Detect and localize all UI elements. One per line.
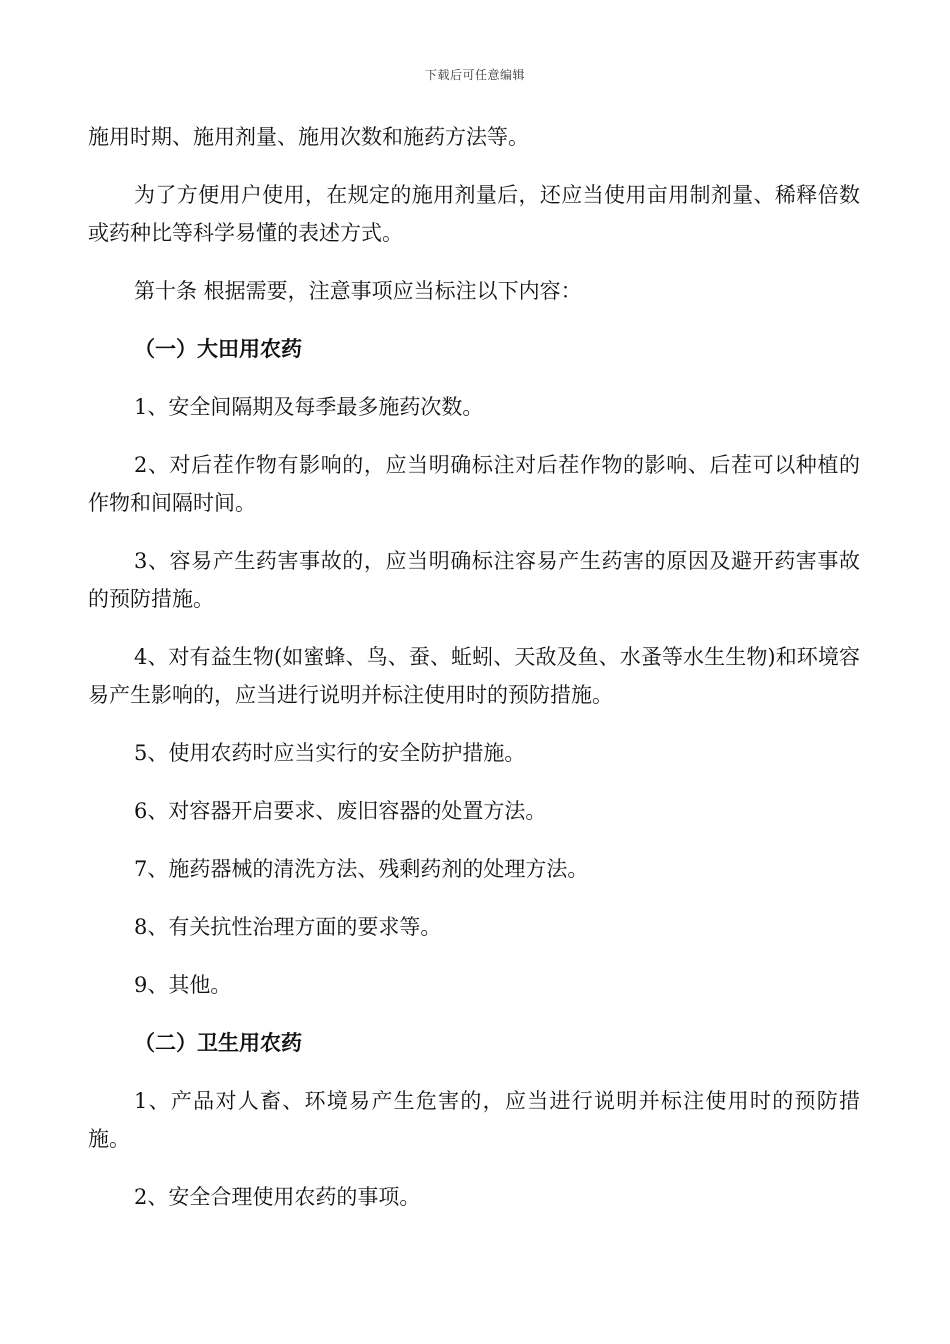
article-ten: 第十条 根据需要，注意事项应当标注以下内容：	[134, 279, 582, 303]
list-item-7: 7、施药器械的清洗方法、残剩药剂的处理方法。	[134, 857, 589, 881]
section-heading-field-pesticides: （一）大田用农药	[134, 337, 302, 361]
list-item-6: 6、对容器开启要求、废旧容器的处置方法。	[134, 799, 547, 823]
paragraph-dosage-expression: 为了方便用户使用，在规定的施用剂量后，还应当使用亩用制剂量、稀释倍数或药种比等科学易懂的表述方式。	[88, 183, 860, 245]
list-item-1: 1、安全间隔期及每季最多施药次数。	[134, 395, 484, 419]
list-item-3: 3、容易产生药害事故的，应当明确标注容易产生药害的原因及避开药害事故的预防措施。	[88, 549, 860, 611]
document-body	[88, 118, 860, 1236]
list-item-2: 2、对后茬作物有影响的，应当明确标注对后茬作物的影响、后茬可以种植的作物和间隔时间。	[88, 453, 860, 515]
list-item-9: 9、其他。	[134, 973, 232, 997]
header-note: 下载后可任意编辑	[424, 68, 525, 82]
list-item-4: 4、对有益生物(如蜜蜂、鸟、蚕、蚯蚓、天敌及鱼、水蚤等水生生物)和环境容易产生影响的，应当进行说明并标注使用时的预防措施。	[88, 645, 860, 707]
paragraph-continuation: 施用时期、施用剂量、施用次数和施药方法等。	[88, 125, 529, 149]
list-item-5: 5、使用农药时应当实行的安全防护措施。	[134, 741, 526, 765]
sanitary-list-item-2: 2、安全合理使用农药的事项。	[134, 1185, 421, 1209]
list-item-8: 8、有关抗性治理方面的要求等。	[134, 915, 442, 939]
section-heading-sanitary-pesticides: （二）卫生用农药	[134, 1031, 302, 1055]
sanitary-list-item-1: 1、产品对人畜、环境易产生危害的，应当进行说明并标注使用时的预防措施。	[88, 1089, 860, 1151]
